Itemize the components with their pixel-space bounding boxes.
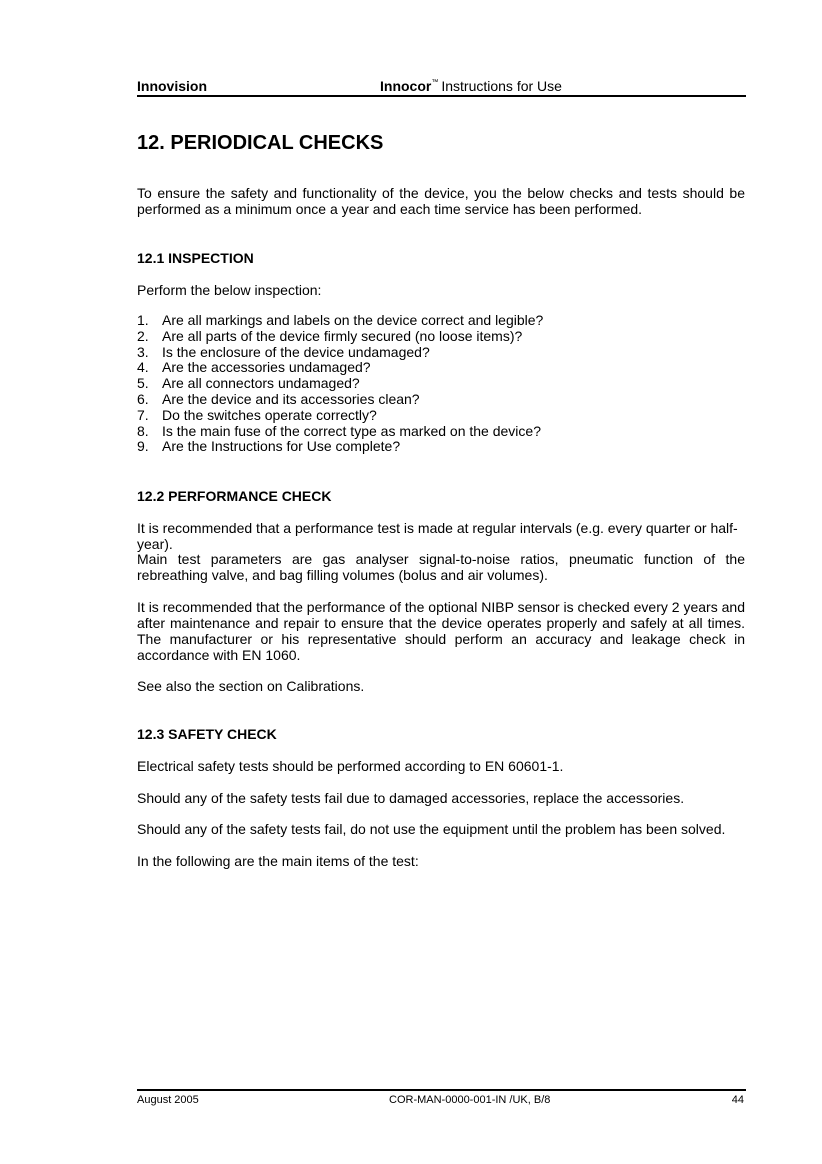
list-item (137, 376, 543, 392)
trademark-symbol: ™ (431, 79, 439, 86)
footer-date: August 2005 (137, 1094, 199, 1106)
list-item-text: Are all connectors undamaged? (162, 375, 360, 392)
list-item (137, 313, 543, 329)
list-item-number: 1. (137, 312, 149, 328)
list-item-number: 7. (137, 406, 149, 423)
list-item-text: Are the Instructions for Use complete? (162, 438, 401, 455)
list-item-number: 5. (137, 375, 149, 392)
list-item-number: 6. (137, 390, 149, 407)
page-title: 12. PERIODICAL CHECKS (137, 132, 384, 154)
footer-rule (137, 1089, 746, 1091)
company-name: Innovision (137, 78, 207, 94)
document-code: COR-MAN-0000-001-IN /UK, B/8 (389, 1094, 551, 1106)
performance-heading: 12.2 PERFORMANCE CHECK (137, 488, 332, 504)
list-item (137, 392, 543, 408)
page-number: 44 (731, 1094, 744, 1106)
page-header (137, 78, 746, 96)
list-item-text: Is the main fuse of the correct type as marked on the device? (162, 422, 541, 439)
list-item (137, 408, 543, 424)
list-item-text: Are the device and its accessories clean? (162, 390, 420, 407)
inspection-lead: Perform the below inspection: (137, 282, 322, 298)
inspection-heading: 12.1 INSPECTION (137, 250, 254, 266)
performance-paragraph-3: It is recommended that the performance of the optional NIBP sensor is checked every 2 years and after maintenance and repair to ensure that the device operates properly and safely at all times. The manufacturer or his representative should perform an accuracy and leakage check in accordance with EN 1060. (137, 599, 745, 663)
document-title (380, 78, 562, 94)
list-item (137, 329, 543, 345)
list-item-text: Are all parts of the device firmly secured (no loose items)? (162, 327, 523, 344)
list-item-text: Are the accessories undamaged? (162, 359, 371, 376)
list-item (137, 424, 543, 440)
safety-paragraph-4: In the following are the main items of the test: (137, 853, 419, 869)
header-rule (137, 95, 746, 97)
list-item-text: Are all markings and labels on the device correct and legible? (162, 312, 544, 328)
performance-paragraph-1: It is recommended that a performance test is made at regular intervals (e.g. every quarter or half-year). (137, 520, 738, 552)
safety-paragraph-3: Should any of the safety tests fail, do not use the equipment until the problem has been solved. (137, 821, 726, 837)
list-item-number: 4. (137, 359, 149, 376)
intro-paragraph: To ensure the safety and functionality of the device, you the below checks and tests should be performed as a minimum once a year and each time service has been performed. (137, 185, 745, 217)
safety-paragraph-1: Electrical safety tests should be performed according to EN 60601-1. (137, 758, 564, 774)
safety-paragraph-2: Should any of the safety tests fail due to damaged accessories, replace the accessories. (137, 790, 685, 806)
product-name: Innocor (380, 78, 432, 94)
list-item-text: Do the switches operate correctly? (162, 406, 377, 423)
performance-paragraph-2: Main test parameters are gas analyser signal-to-noise ratios, pneumatic function of the rebreathing valve, and bag filling volumes (bolus and air volumes). (137, 551, 745, 583)
list-item-text: Is the enclosure of the device undamaged? (162, 343, 430, 360)
safety-heading: 12.3 SAFETY CHECK (137, 726, 277, 742)
list-item-number: 2. (137, 327, 149, 344)
list-item (137, 360, 543, 376)
list-item (137, 345, 543, 361)
list-item-number: 9. (137, 438, 149, 455)
list-item-number: 3. (137, 343, 149, 360)
inspection-list (137, 313, 543, 455)
performance-paragraph-4: See also the section on Calibrations. (137, 678, 365, 694)
page-footer (137, 1094, 746, 1108)
list-item (137, 439, 543, 455)
document-title-suffix: Instructions for Use (441, 78, 562, 94)
list-item-number: 8. (137, 422, 149, 439)
